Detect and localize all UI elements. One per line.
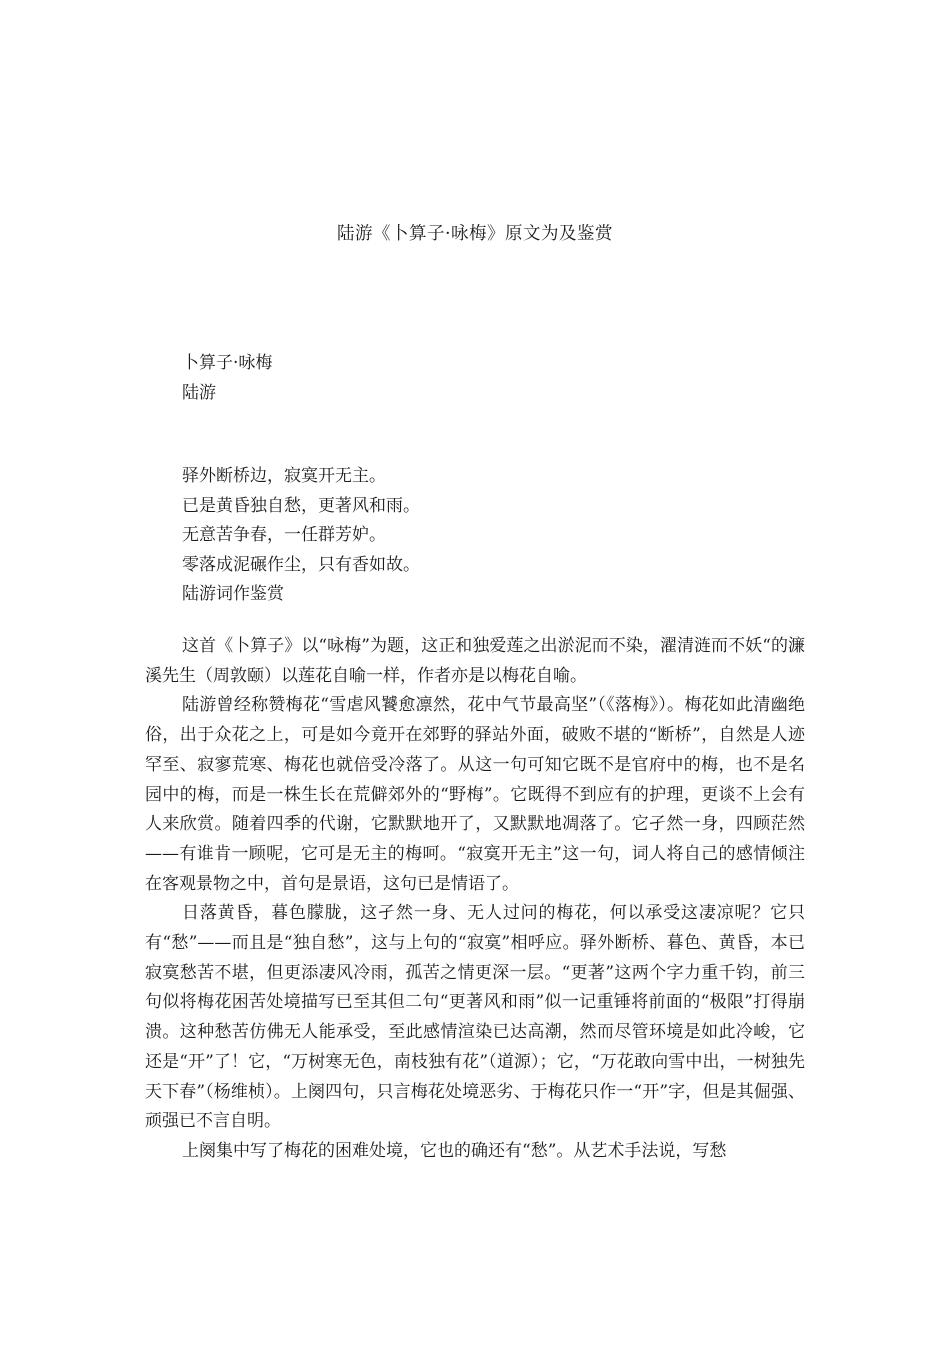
appreciation-body [145, 632, 805, 1167]
poem-line: 驿外断桥边，寂寞开无主。 [182, 466, 386, 486]
paragraph: 日落黄昏，暮色朦胧，这孑然一身、无人过问的梅花，何以承受这凄凉呢？它只有“愁”——而且是“独自愁”，这与上句的“寂寞”相呼应。驿外断桥、暮色、黄昏，本已寂寞愁苦不堪，但更添凄风冷雨，孤苦之情更深一层。“更著”这两个字力重千钧，前三句似将梅花困苦处境描写已至其但二句“更著风和雨”似一记重锤将前面的“极限”打得崩溃。这种愁苦仿佛无人能承受，至此感情渲染已达高潮，然而尽管环境是如此冷峻，它还是“开”了！它，“万树寒无色，南枝独有花”（道源）；它，“万花敢向雪中出，一树独先天下春”（杨维桢）。上阕四句，只言梅花处境恶劣、于梅花只作一“开”字，但是其倔强、顽强已不言自明。 [145, 903, 805, 1132]
poem-header [182, 348, 272, 408]
paragraph: 陆游曾经称赞梅花“雪虐风饕愈凛然，花中气节最高坚”（《落梅》）。梅花如此清幽绝俗，出于众花之上，可是如今竟开在郊野的驿站外面，破败不堪的“断桥”，自然是人迹罕至、寂寥荒寒、梅花也就倍受冷落了。从这一句可知它既不是官府中的梅，也不是名园中的梅，而是一株生长在荒僻郊外的“野梅”。它既得不到应有的护理，更谈不上会有人来欣赏。随着四季的代谢，它默默地开了，又默默地凋落了。它孑然一身，四顾茫然——有谁肯一顾呢，它可是无主的梅呵。“寂寞开无主”这一句，词人将自己的感情倾注在客观景物之中，首句是景语，这句已是情语了。 [145, 695, 805, 894]
paragraph: 这首《卜算子》以“咏梅”为题，这正和独爱莲之出淤泥而不染，濯清涟而不妖“的濂溪先生（周敦颐）以莲花自喻一样，作者亦是以梅花自喻。 [145, 636, 805, 686]
poem-title: 卜算子·咏梅 [182, 353, 273, 373]
poem-author: 陆游 [182, 383, 216, 403]
poem-line: 零落成泥碾作尘，只有香如故。 [182, 554, 420, 575]
document-title: 陆游《卜算子·咏梅》原文为及鉴赏 [336, 224, 614, 244]
paragraph: 上阕集中写了梅花的困难处境，它也的确还有“愁”。从艺术手法说，写愁 [182, 1140, 727, 1161]
poem-line: 已是黄昏独自愁，更著风和雨。 [182, 495, 420, 516]
poem-text [182, 462, 420, 610]
section-heading: 陆游词作鉴赏 [182, 584, 284, 604]
poem-line: 无意苦争春，一任群芳妒。 [182, 525, 386, 545]
